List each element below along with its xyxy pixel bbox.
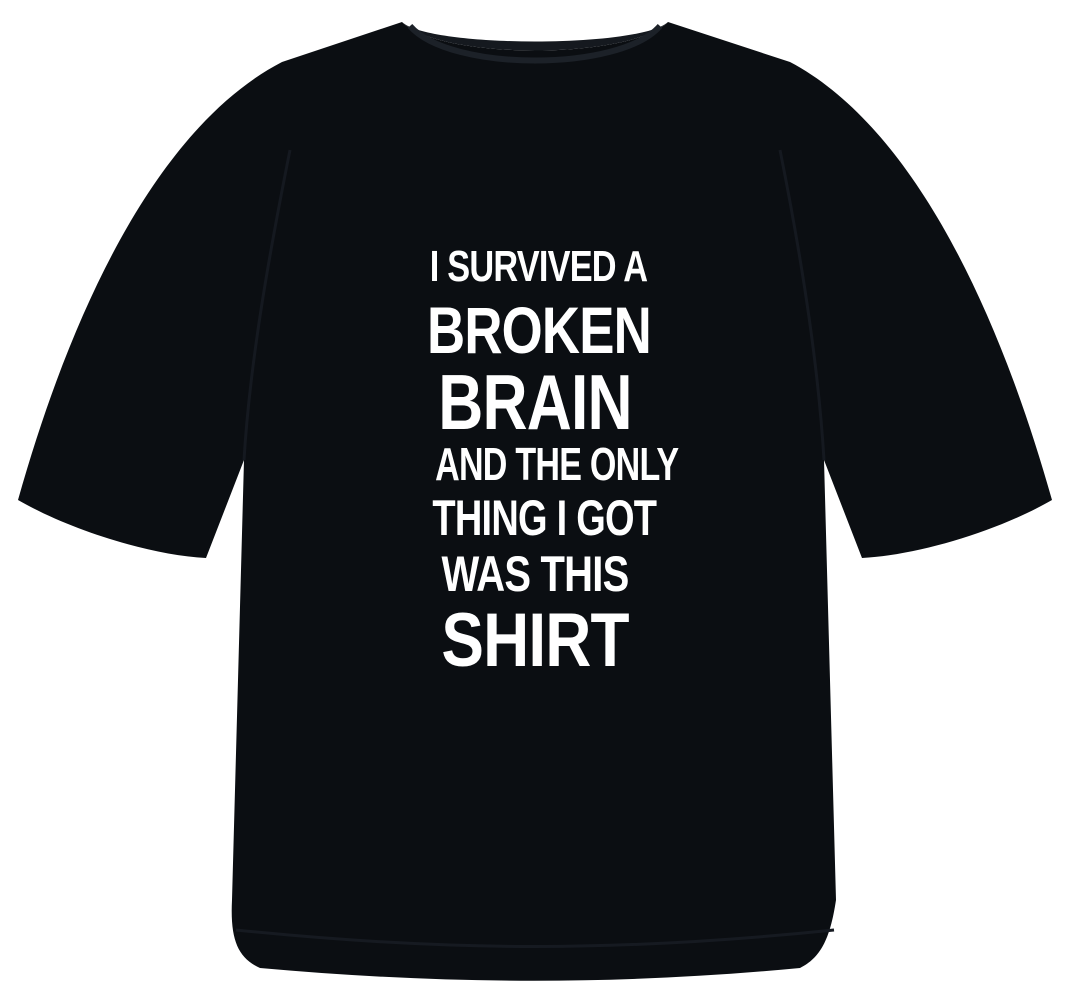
print-line-7: SHIRT — [441, 598, 629, 683]
print-line-1: I SURVIVED A — [429, 242, 648, 291]
print-line-3: BRAIN — [438, 358, 632, 446]
print-line-2: BROKEN — [427, 293, 652, 367]
shirt-print-text — [400, 242, 679, 683]
print-line-6: WAS THIS — [441, 546, 629, 602]
print-line-5: THING I GOT — [432, 490, 657, 546]
print-line-4: AND THE ONLY — [435, 438, 679, 490]
